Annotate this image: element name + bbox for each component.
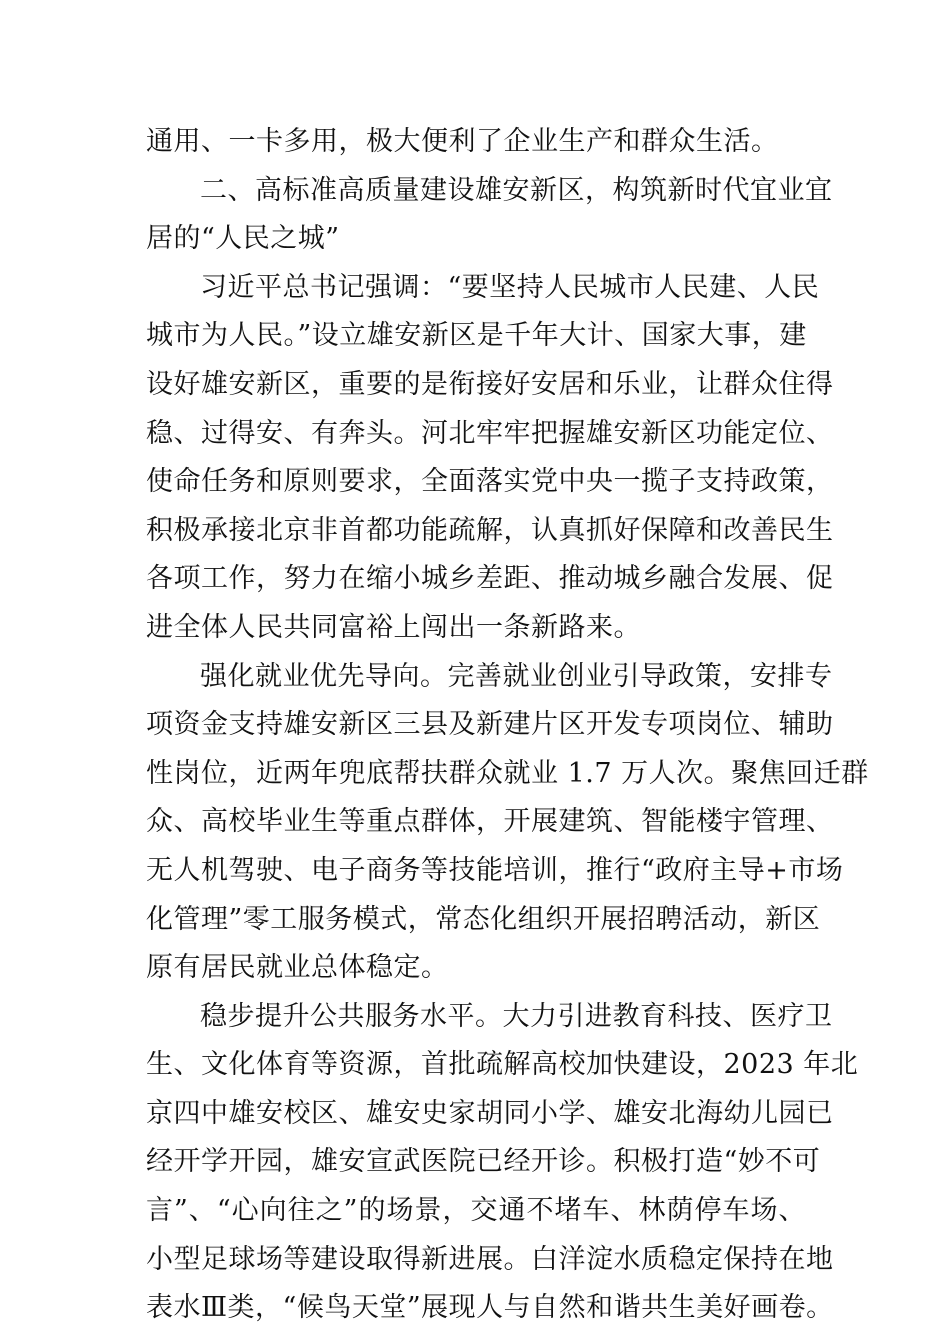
text-line: 城市为人民。”设立雄安新区是千年大计、国家大事，建	[146, 320, 807, 352]
text-line: 各项工作，努力在缩小城乡差距、推动城乡融合发展、促	[146, 563, 834, 595]
text-line: 生、文化体育等资源，首批疏解高校加快建设，2023 年北	[146, 1049, 859, 1081]
text-line: 无人机驾驶、电子商务等技能培训，推行“政府主导+市场	[146, 854, 844, 886]
heading-line: 居的“人民之城”	[146, 223, 340, 255]
text-line: 言”、“心向往之”的场景，交通不堵车、林荫停车场、	[146, 1195, 806, 1227]
text-line: 化管理”零工服务模式，常态化组织开展招聘活动，新区	[146, 903, 821, 935]
text-line: 设好雄安新区，重要的是衔接好安居和乐业，让群众住得	[146, 368, 834, 400]
text-line: 项资金支持雄安新区三县及新建片区开发专项岗位、辅助	[146, 709, 834, 741]
text-line: 积极承接北京非首都功能疏解，认真抓好保障和改善民生	[146, 514, 834, 546]
text-line: 原有居民就业总体稳定。	[146, 952, 449, 984]
text-line: 通用、一卡多用，极大便利了企业生产和群众生活。	[146, 126, 779, 157]
text-line: 性岗位，近两年兜底帮扶群众就业 1.7 万人次。聚焦回迁群	[146, 757, 869, 789]
document-page	[146, 118, 869, 1333]
text-line: 强化就业优先导向。完善就业创业引导政策，安排专	[200, 660, 833, 692]
text-line: 进全体人民共同富裕上闯出一条新路来。	[146, 611, 641, 643]
text-line: 稳步提升公共服务水平。大力引进教育科技、医疗卫	[200, 1000, 833, 1032]
text-line: 稳、过得安、有奔头。河北牢牢把握雄安新区功能定位、	[146, 417, 834, 449]
text-line: 经开学开园，雄安宣武医院已经开诊。积极打造“妙不可	[146, 1146, 821, 1178]
text-line: 众、高校毕业生等重点群体，开展建筑、智能楼宇管理、	[146, 806, 834, 838]
text-line: 京四中雄安校区、雄安史家胡同小学、雄安北海幼儿园已	[146, 1097, 834, 1129]
text-line: 表水Ⅲ类，“候鸟天堂”展现人与自然和谐共生美好画卷。	[146, 1292, 834, 1324]
text-line: 使命任务和原则要求，全面落实党中央一揽子支持政策，	[146, 466, 834, 498]
heading-line: 二、高标准高质量建设雄安新区，构筑新时代宜业宜	[200, 174, 833, 206]
text-line: 习近平总书记强调：“要坚持人民城市人民建、人民	[200, 271, 820, 303]
text-line: 小型足球场等建设取得新进展。白洋淀水质稳定保持在地	[146, 1243, 834, 1275]
